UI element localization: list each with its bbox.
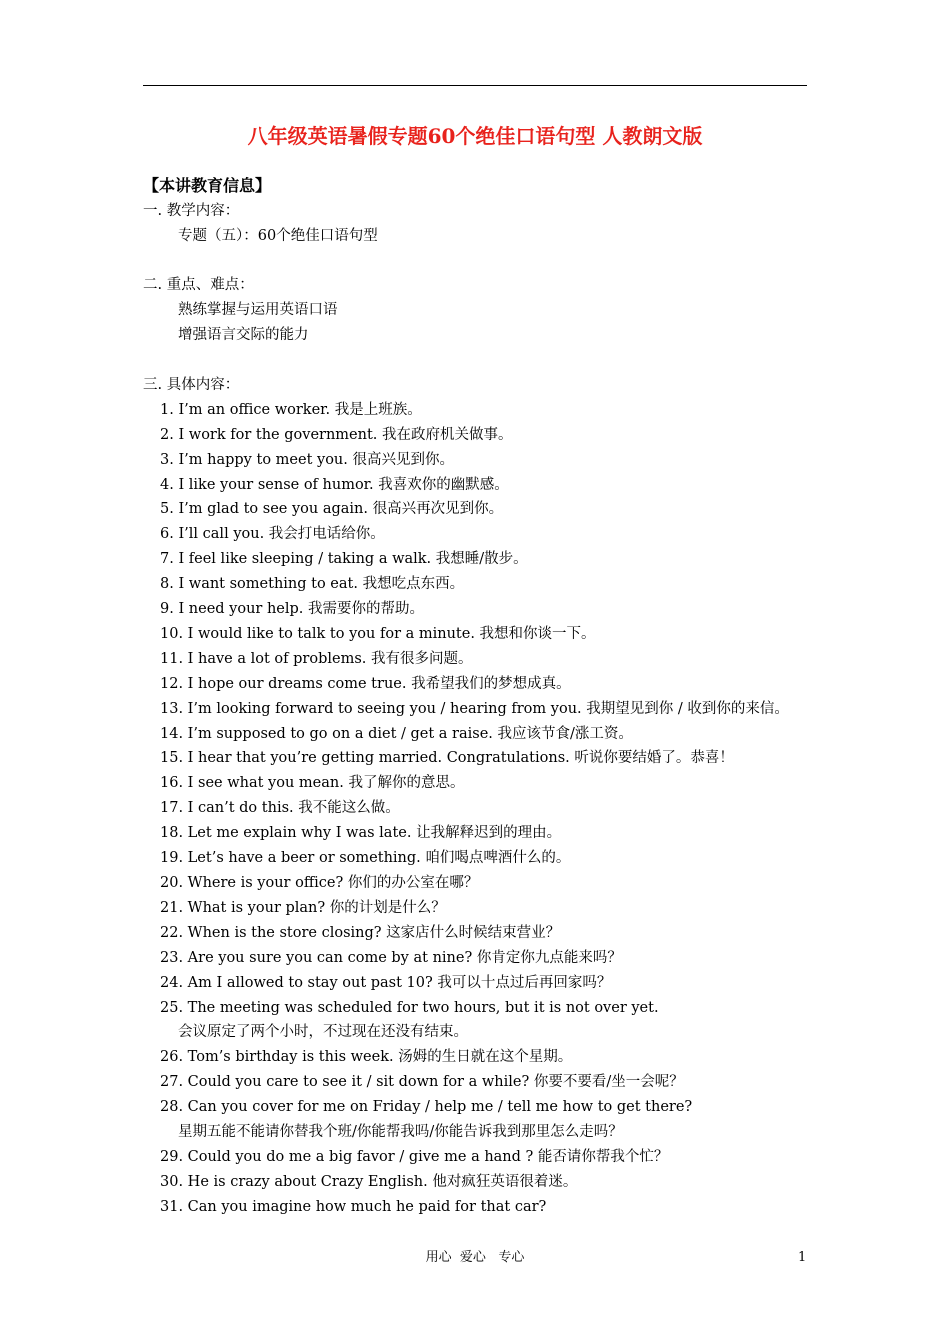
list-item: 9. I need your help. 我需要你的帮助。	[160, 601, 425, 617]
info-heading: 【本讲教育信息】	[143, 176, 272, 195]
list-item: 5. I’m glad to see you again. 很高兴再次见到你。	[160, 501, 504, 517]
list-item: 26. Tom’s birthday is this week. 汤姆的生日就在这个星期。	[160, 1049, 573, 1065]
list-item: 6. I’ll call you. 我会打电话给你。	[160, 526, 385, 542]
page-title: 八年级英语暑假专题60个绝佳口语句型 人教朗文版	[247, 124, 703, 148]
list-item: 27. Could you care to see it / sit down for a while? 你要不要看/坐一会呢？	[160, 1074, 684, 1090]
list-item: 31. Can you imagine how much he paid for that car?	[160, 1199, 547, 1215]
list-item: 16. I see what you mean. 我了解你的意思。	[160, 775, 465, 791]
list-item: 13. I’m looking forward to seeing you / hearing from you. 我期望见到你 / 收到你的来信。	[160, 701, 789, 717]
footer-motto: 用心 爱心 专心	[425, 1250, 525, 1265]
list-item: 28. Can you cover for me on Friday / help me / tell me how to get there?	[160, 1099, 693, 1115]
list-item: 29. Could you do me a big favor / give me a hand ? 能否请你帮我个忙？	[160, 1149, 669, 1165]
section-2-label: 二. 重点、难点：	[143, 277, 254, 293]
list-item: 19. Let’s have a beer or something. 咱们喝点啤酒什么的。	[160, 850, 571, 866]
section-2-line: 熟练掌握与运用英语口语	[178, 302, 338, 318]
list-item-continuation: 会议原定了两个小时，不过现在还没有结束。	[178, 1024, 468, 1040]
list-item: 4. I like your sense of humor. 我喜欢你的幽默感。	[160, 477, 509, 493]
list-item: 14. I’m supposed to go on a diet / get a raise. 我应该节食/涨工资。	[160, 726, 633, 742]
list-item: 24. Am I allowed to stay out past 10? 我可以十点过后再回家吗？	[160, 975, 612, 991]
list-item: 21. What is your plan? 你的计划是什么？	[160, 900, 446, 916]
list-item: 8. I want something to eat. 我想吃点东西。	[160, 576, 465, 592]
list-item: 15. I hear that you’re getting married. Congratulations. 听说你要结婚了。恭喜！	[160, 750, 734, 766]
section-3-label: 三. 具体内容：	[143, 377, 240, 393]
section-1-label: 一. 教学内容：	[143, 203, 240, 219]
list-item: 11. I have a lot of problems. 我有很多问题。	[160, 651, 473, 667]
list-item-continuation: 星期五能不能请你替我个班/你能帮我吗/你能告诉我到那里怎么走吗？	[178, 1124, 623, 1140]
list-item: 18. Let me explain why I was late. 让我解释迟到的理由。	[160, 825, 562, 841]
section-2-line: 增强语言交际的能力	[178, 327, 309, 343]
list-item: 17. I can’t do this. 我不能这么做。	[160, 800, 400, 816]
list-item: 30. He is crazy about Crazy English. 他对疯狂英语很着迷。	[160, 1174, 578, 1190]
list-item: 2. I work for the government. 我在政府机关做事。	[160, 427, 513, 443]
section-1-line: 专题（五）：60个绝佳口语句型	[178, 228, 378, 244]
list-item: 23. Are you sure you can come by at nine? 你肯定你九点能来吗？	[160, 950, 622, 966]
list-item: 3. I’m happy to meet you. 很高兴见到你。	[160, 452, 454, 468]
header-rule	[143, 85, 807, 86]
list-item: 7. I feel like sleeping / taking a walk. 我想睡/散步。	[160, 551, 528, 567]
list-item: 10. I would like to talk to you for a minute. 我想和你谈一下。	[160, 626, 596, 642]
list-item: 20. Where is your office? 你们的办公室在哪？	[160, 875, 479, 891]
page-number: 1	[798, 1250, 807, 1265]
list-item: 12. I hope our dreams come true. 我希望我们的梦想成真。	[160, 676, 571, 692]
list-item: 25. The meeting was scheduled for two hours, but it is not over yet.	[160, 1000, 659, 1016]
list-item: 1. I’m an office worker. 我是上班族。	[160, 402, 422, 418]
list-item: 22. When is the store closing? 这家店什么时候结束营业？	[160, 925, 561, 941]
